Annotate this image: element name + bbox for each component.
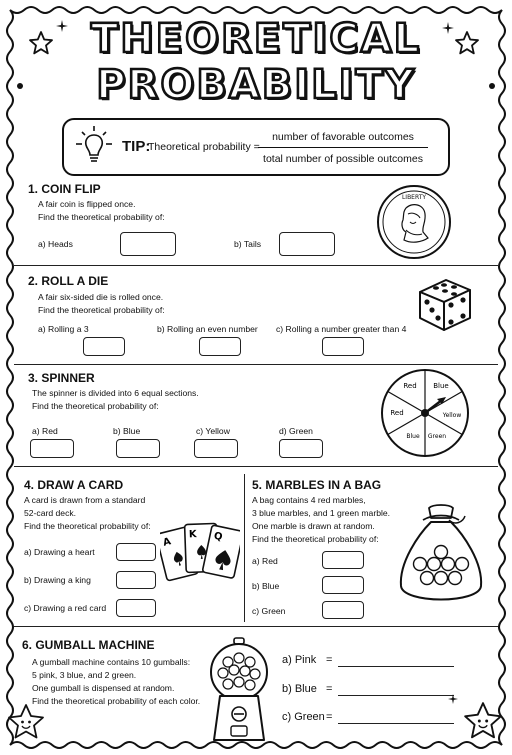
marbles-instructions: A bag contains 4 red marbles, 3 blue marbles, and 1 green marble. One marble is drawn at random. Find the theoretical probability of: xyxy=(252,495,391,544)
lightbulb-icon xyxy=(74,126,114,170)
section-title-marbles: 5. MARBLES IN A BAG xyxy=(252,478,382,492)
answer-line-pink[interactable] xyxy=(338,666,454,667)
title-line-1: THEORETICAL xyxy=(90,16,422,62)
equals-sign: = xyxy=(326,683,333,695)
spinner-instructions: The spinner is divided into 6 equal sections. Find the theoretical probability of: xyxy=(32,388,199,411)
marble-option-red: a) Red xyxy=(252,556,278,566)
fraction-numerator: number of favorable outcomes xyxy=(272,131,414,143)
card-rank-king: K xyxy=(188,529,197,541)
answer-line-green[interactable] xyxy=(338,723,454,724)
gumball-instructions: A gumball machine contains 10 gumballs: 5 pink, 3 blue, and 2 green. One gumball is dispensed at random. Find the theoretical probability of each color. xyxy=(32,657,201,706)
equals-sign: = xyxy=(326,654,333,666)
smiling-star-icon xyxy=(462,700,504,742)
draw-card-instructions: A card is drawn from a standard 52-card deck. Find the theoretical probability of: xyxy=(24,495,151,531)
answer-box-red-card[interactable] xyxy=(116,599,156,617)
answer-box-red[interactable] xyxy=(30,439,74,458)
sparkle-icon xyxy=(448,694,458,704)
spinner-wheel xyxy=(380,368,470,458)
die-option-greater-than-4: c) Rolling a number greater than 4 xyxy=(276,324,407,334)
section-title-roll-die: 2. ROLL A DIE xyxy=(28,274,109,288)
answer-box-yellow[interactable] xyxy=(194,439,238,458)
answer-box-tails[interactable] xyxy=(279,232,335,256)
spinner-option-blue: b) Blue xyxy=(113,426,141,436)
equals-sign: = xyxy=(326,711,333,723)
section-divider xyxy=(14,626,498,627)
die-option-three: a) Rolling a 3 xyxy=(38,324,89,334)
spinner-section-label: Red xyxy=(390,409,404,417)
marble-option-blue: b) Blue xyxy=(252,581,280,591)
smiling-star-icon xyxy=(6,702,46,742)
section-divider-vertical xyxy=(244,474,245,622)
card-option-heart: a) Drawing a heart xyxy=(24,547,95,557)
gumball-answer-green-label: c) Green xyxy=(282,711,325,723)
roll-die-instructions: A fair six-sided die is rolled once. Find the theoretical probability of: xyxy=(38,292,165,315)
section-title-spinner: 3. SPINNER xyxy=(28,371,95,385)
answer-box-heart[interactable] xyxy=(116,543,156,561)
marble-bag-icon xyxy=(393,500,489,612)
card-rank-ace: A xyxy=(161,536,173,549)
playing-cards-icon xyxy=(160,515,240,587)
die-icon xyxy=(412,272,476,336)
section-divider xyxy=(14,265,498,266)
answer-box-greater-than-4[interactable] xyxy=(322,337,364,356)
tip-text: Theoretical probability = xyxy=(148,141,260,153)
coin-option-tails: b) Tails xyxy=(234,239,262,249)
card-rank-queen: Q xyxy=(212,530,224,544)
marble-option-green: c) Green xyxy=(252,606,286,616)
card-option-king: b) Drawing a king xyxy=(24,575,91,585)
section-title-coin-flip: 1. COIN FLIP xyxy=(28,182,101,196)
answer-line-blue[interactable] xyxy=(338,695,454,696)
title-line-2: PROBABILITY xyxy=(96,62,416,108)
section-divider xyxy=(14,364,498,365)
spinner-section-label: Yellow xyxy=(442,412,462,419)
answer-box-marble-blue[interactable] xyxy=(322,576,364,594)
coin-liberty-text: LIBERTY xyxy=(401,194,427,201)
answer-box-green[interactable] xyxy=(279,439,323,458)
card-option-red-card: c) Drawing a red card xyxy=(24,603,107,613)
gumball-answer-blue-label: b) Blue xyxy=(282,683,317,695)
answer-box-even[interactable] xyxy=(199,337,241,356)
fraction-denominator: total number of possible outcomes xyxy=(263,153,423,165)
answer-box-heads[interactable] xyxy=(120,232,176,256)
spinner-section-label: Red xyxy=(403,382,417,390)
spinner-section-label: Blue xyxy=(433,382,449,390)
gumball-answer-pink-label: a) Pink xyxy=(282,654,317,666)
answer-box-marble-green[interactable] xyxy=(322,601,364,619)
coin-icon xyxy=(376,184,452,260)
section-title-gumball: 6. GUMBALL MACHINE xyxy=(22,638,155,652)
answer-box-marble-red[interactable] xyxy=(322,551,364,569)
coin-flip-instructions: A fair coin is flipped once. Find the theoretical probability of: xyxy=(38,199,165,222)
answer-box-three[interactable] xyxy=(83,337,125,356)
spinner-option-red: a) Red xyxy=(32,426,58,436)
tip-label: TIP: xyxy=(122,138,151,155)
spinner-section-label: Blue xyxy=(406,433,420,440)
spinner-section-label: Green xyxy=(427,433,447,440)
section-title-draw-card: 4. DRAW A CARD xyxy=(24,478,124,492)
section-divider xyxy=(14,466,498,467)
coin-option-heads: a) Heads xyxy=(38,239,73,249)
answer-box-king[interactable] xyxy=(116,571,156,589)
die-option-even: b) Rolling an even number xyxy=(157,324,258,334)
spinner-option-green: d) Green xyxy=(279,426,313,436)
fraction-bar xyxy=(258,147,428,148)
tip-box xyxy=(62,118,450,176)
spinner-option-yellow: c) Yellow xyxy=(196,426,230,436)
answer-box-blue[interactable] xyxy=(116,439,160,458)
gumball-machine-icon xyxy=(208,636,270,744)
